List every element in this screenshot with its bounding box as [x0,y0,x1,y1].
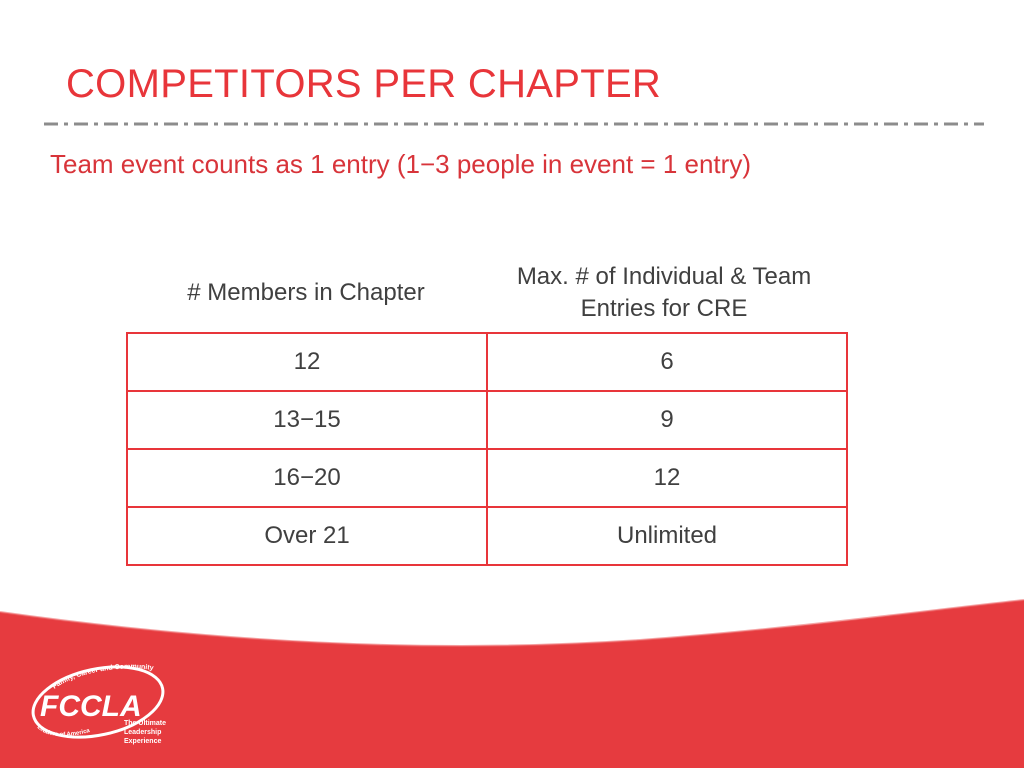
column-header-members: # Members in Chapter [187,279,425,306]
members-cell: 13−15 [127,391,487,449]
max-entries-cell: 9 [487,391,847,449]
max-entries-cell: 12 [487,449,847,507]
slide-subtitle: Team event counts as 1 entry (1−3 people in event = 1 entry) [50,149,751,179]
fccla-logo [26,656,196,756]
max-entries-cell: Unlimited [487,507,847,565]
svg-text:Leaders of America: Leaders of America [35,724,91,739]
slide-title: COMPETITORS PER CHAPTER [66,62,662,106]
svg-text:Experience: Experience [124,738,162,745]
members-cell: 16−20 [127,449,487,507]
svg-text:Leadership: Leadership [124,729,162,736]
svg-text:The Ultimate: The Ultimate [124,720,167,727]
members-cell: 12 [127,333,487,391]
svg-text:Family, Career and Community: Family, Career and Community [51,663,155,691]
max-entries-cell: 6 [487,333,847,391]
column-header-max-entries: Max. # of Individual & Team Entries for CRE [516,263,812,322]
svg-text:FCCLA: FCCLA [40,690,142,723]
members-cell: Over 21 [127,507,487,565]
